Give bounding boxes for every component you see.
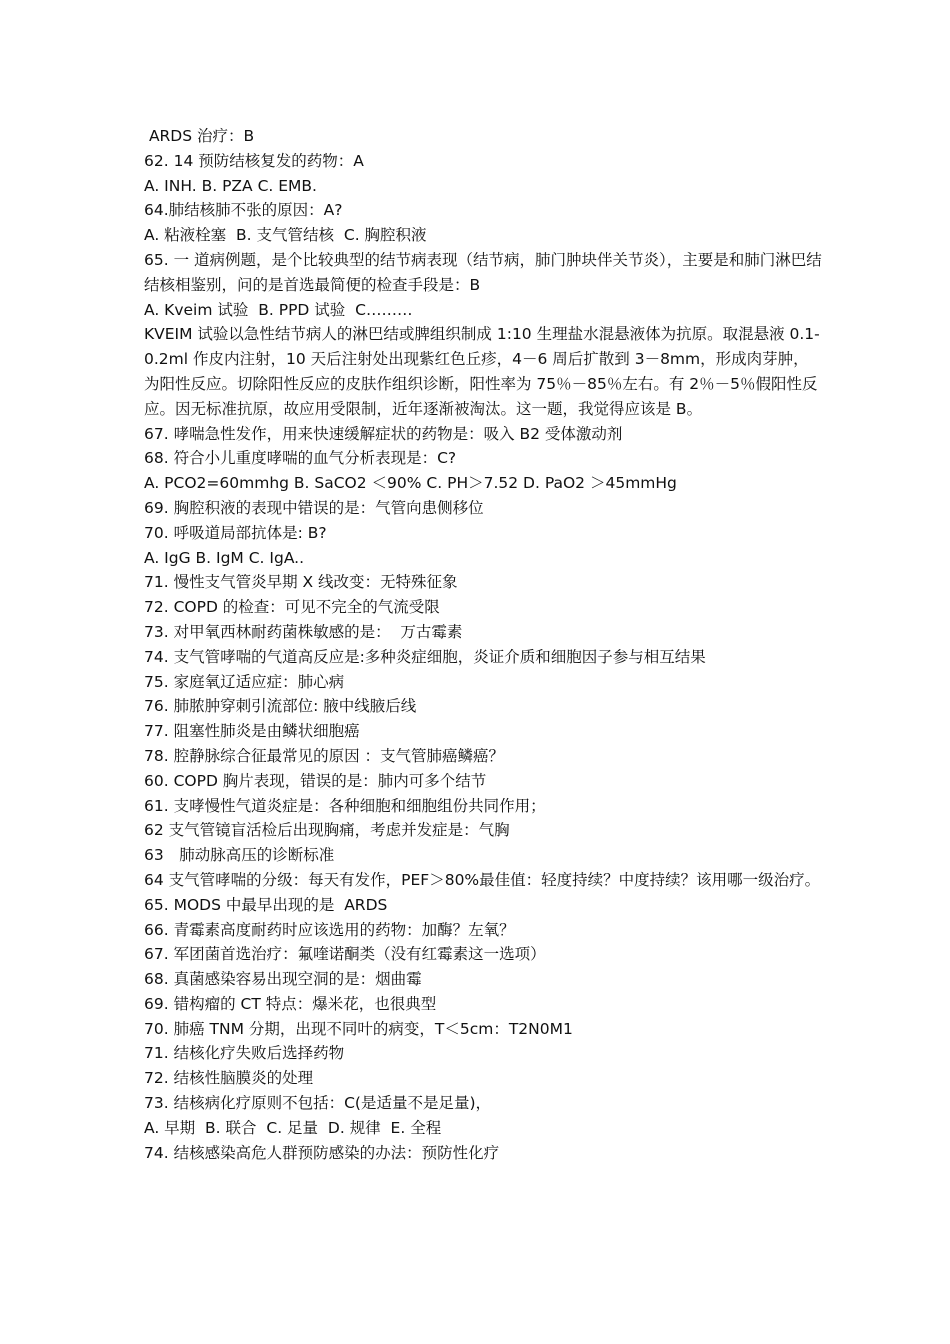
text-line: 62. 14 预防结核复发的药物：A bbox=[144, 151, 364, 170]
text-line: 72. 结核性脑膜炎的处理 bbox=[144, 1069, 314, 1088]
text-line: 61. 支哮慢性气道炎症是：各种细胞和细胞组份共同作用； bbox=[144, 796, 546, 815]
text-line: 69. 错构瘤的 CT 特点：爆米花，也很典型 bbox=[144, 994, 437, 1013]
text-line: A. 粘液栓塞 B. 支气管结核 C. 胸腔积液 bbox=[144, 226, 427, 245]
text-line: 67. 哮喘急性发作，用来快速缓解症状的药物是：吸入 B2 受体激动剂 bbox=[144, 424, 623, 443]
text-line: 70. 呼吸道局部抗体是: B? bbox=[144, 523, 327, 542]
text-line: 65. MODS 中最早出现的是 ARDS bbox=[144, 895, 388, 914]
text-line: 69. 胸腔积液的表现中错误的是：气管向患侧移位 bbox=[144, 498, 484, 517]
text-line: A. IgG B. IgM C. IgA.. bbox=[144, 548, 305, 567]
text-line: 76. 肺脓肿穿刺引流部位: 腋中线腋后线 bbox=[144, 697, 417, 716]
text-line: A. PCO2=60mmhg B. SaCO2 ＜90% C. PH＞7.52 D. PaO2 ＞45mmHg bbox=[144, 474, 677, 493]
text-line: ARDS 治疗：B bbox=[144, 127, 255, 145]
text-line: 75. 家庭氧辽适应症：肺心病 bbox=[144, 672, 345, 691]
text-line: 71. 结核化疗失败后选择药物 bbox=[144, 1044, 345, 1063]
text-paragraph: 65. 一 道病例题，是个比较典型的结节病表现（结节病，肺门肿块伴关节炎），主要是和肺门淋巴结结核相鉴别，问的是首选最简便的检查手段是：B bbox=[144, 250, 822, 294]
text-line: 62 支气管镜盲活检后出现胸痛，考虑并发症是：气胸 bbox=[144, 821, 510, 840]
text-line: A. INH. B. PZA C. EMB. bbox=[144, 176, 317, 195]
text-line: 77. 阻塞性肺炎是由鳞状细胞癌 bbox=[144, 722, 360, 741]
text-line: 73. 结核病化疗原则不包括：C(是适量不是足量)， bbox=[144, 1094, 491, 1113]
text-line: 68. 符合小儿重度哮喘的血气分析表现是：C? bbox=[144, 449, 457, 468]
text-line: 64.肺结核肺不张的原因：A? bbox=[144, 201, 343, 220]
text-line: 71. 慢性支气管炎早期 X 线改变：无特殊征象 bbox=[144, 573, 458, 592]
text-line: 78. 腔静脉综合征最常见的原因 ：支气管肺癌鳞癌？ bbox=[144, 746, 505, 765]
text-line: 74. 支气管哮喘的气道高反应是:多种炎症细胞，炎证介质和细胞因子参与相互结果 bbox=[144, 647, 706, 666]
text-paragraph: 64 支气管哮喘的分级：每天有发作，PEF＞80%最佳值：轻度持续？中度持续？该用哪一级治疗。 bbox=[144, 870, 821, 889]
text-line: 63 肺动脉高压的诊断标准 bbox=[144, 846, 335, 865]
text-line: 70. 肺癌 TNM 分期，出现不同叶的病变，T＜5cm：T2N0M1 bbox=[144, 1019, 573, 1038]
text-line: 60. COPD 胸片表现，错误的是：肺内可多个结节 bbox=[144, 771, 487, 790]
text-paragraph: KVEIM 试验以急性结节病人的淋巴结或脾组织制成 1:10 生理盐水混悬液体为抗原。取混悬液 0.1-0.2ml 作皮内注射，10 天后注射处出现紫红色丘疹，4－6 周后扩散到 3－8mm，形成肉芽肿，为阳性反应。切除阳性反应的皮肤作组织诊断，阳性率为 75％－85％左右。有 2％－5％假阳性反应。因无标准抗原，故应用受限制，近年逐渐被淘汰。这一题，我觉得应该是 B。 bbox=[144, 325, 820, 418]
text-line: A. 早期 B. 联合 C. 足量 D. 规律 E. 全程 bbox=[144, 1118, 442, 1137]
text-line: 68. 真菌感染容易出现空洞的是：烟曲霉 bbox=[144, 970, 422, 989]
text-line: 67. 军团菌首选治疗：氟喹诺酮类（没有红霉素这一选项） bbox=[144, 945, 546, 964]
text-line: A. Kveim 试验 B. PPD 试验 C……… bbox=[144, 300, 413, 319]
text-line: 66. 青霉素高度耐药时应该选用的药物：加酶？左氧？ bbox=[144, 920, 515, 939]
text-line: 72. COPD 的检查：可见不完全的气流受限 bbox=[144, 598, 440, 617]
document-body bbox=[144, 124, 824, 1165]
text-line: 74. 结核感染高危人群预防感染的办法：预防性化疗 bbox=[144, 1143, 500, 1162]
text-line: 73. 对甲氧西林耐药菌株敏感的是： 万古霉素 bbox=[144, 622, 463, 641]
